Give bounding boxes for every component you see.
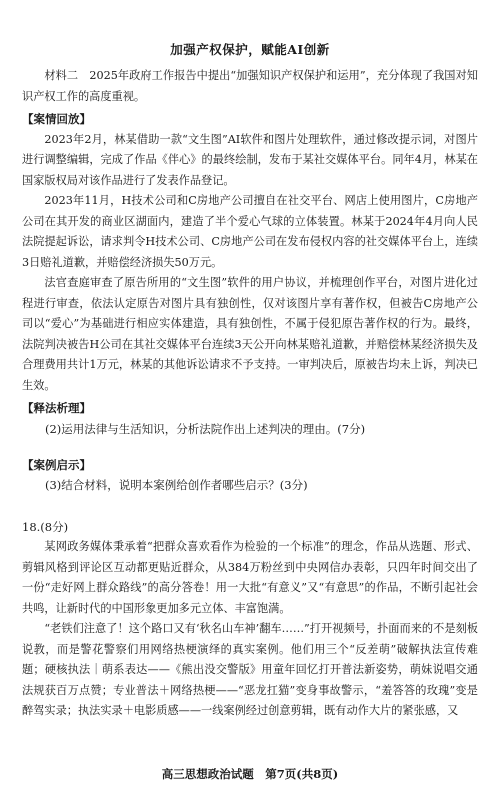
law-analysis-heading: 【释法析理】 bbox=[22, 401, 91, 415]
case-insight-heading: 【案例启示】 bbox=[22, 457, 91, 472]
question-3: (3)结合材料，说明本案例给创作者哪些启示？(3分) bbox=[45, 478, 308, 492]
case-paragraph-3: 法官查庭审查了原告所用的“文生图”软件的用户协议，并梳理创作平台，对图片进化过程进行审查，依法认定原告对图片具有独创性，仅对该图片享有著作权，但被告C房地产公司以“爱心”为基础进行相应实体建造，具有独创性，不属于侵犯原告著作权的行为。最终，法院判决被告H公司在其社交媒体平台连续3天公开向林某赔礼道歉，并赔偿林某经济损失及合理费用共计1万元，林某的其他诉讼请求不予支持。一审判决后，原被告均未上诉，判决已生效。 bbox=[22, 276, 478, 392]
q18-paragraph-2: “老铁们注意了！这个路口又有‘秋名山车神’翻车……”打开视频号，扑面而来的不是刻板说教，而是警花警察们用网络热梗演绎的真实案例。他们用三个“反差萌”破解执法宣传难题；硬核执法｜萌系表达——《熊出没交警版》用童年回忆打开普法新姿势，萌妹说唱交通法规获百万点赞；专业普法＋网络热梗——“恶龙扛猫”变身事故警示，“羞答答的玫瑰”变是醉驾实录；执法实录＋电影质感——一线案例经过创意剪辑，既有动作大片的紧张感，又 bbox=[22, 622, 478, 717]
page-footer: 高三思想政治试题 第7页(共8页) bbox=[161, 767, 339, 781]
case-paragraph-2: 2023年11月，H技术公司和C房地产公司擅自在社交平台、网店上使用图片，C房地产公司在其开发的商业区湖面内，建造了半个爱心气球的立体装置。林某于2024年4月向人民法院提起诉讼，请求判令H技术公司、C房地产公司在发布侵权内容的社交媒体平台上，连续3日赔礼道歉，并赔偿经济损失50万元。 bbox=[22, 194, 478, 269]
section-title: 加强产权保护，赋能AI创新 bbox=[170, 42, 330, 57]
material-intro: 材料二 2025年政府工作报告中提出“加强知识产权保护和运用”，充分体现了我国对知识产权工作的高度重视。 bbox=[22, 69, 478, 103]
q18-paragraph-1: 某网政务媒体秉承着“把群众喜欢看作为检验的一个标准”的理念，作品从选题、形式、剪辑风格到评论区互动都更贴近群众，从384万粉丝到中央网信办表彰，只四年时间交出了一份“走好网上群众路线”的高分答卷！用一大批“有意义”又“有意思”的作品，不断引起社会共鸣，让新时代的中国形象更加多元立体、丰富饱满。 bbox=[22, 540, 478, 615]
case-review-heading: 【案情回放】 bbox=[22, 112, 91, 126]
case-paragraph-1: 2023年2月，林某借助一款“文生图”AI软件和图片处理软件，通过修改提示词，对图片进行调整编辑，完成了作品《伴心》的最终绘制，发布于某社交媒体平台。同年4月，林某在国家版权局对该作品进行了发表作品登记。 bbox=[22, 132, 478, 187]
question-18-label: 18.(8分) bbox=[22, 520, 69, 534]
question-2: (2)运用法律与生活知识，分析法院作出上述判决的理由。(7分) bbox=[45, 421, 366, 436]
